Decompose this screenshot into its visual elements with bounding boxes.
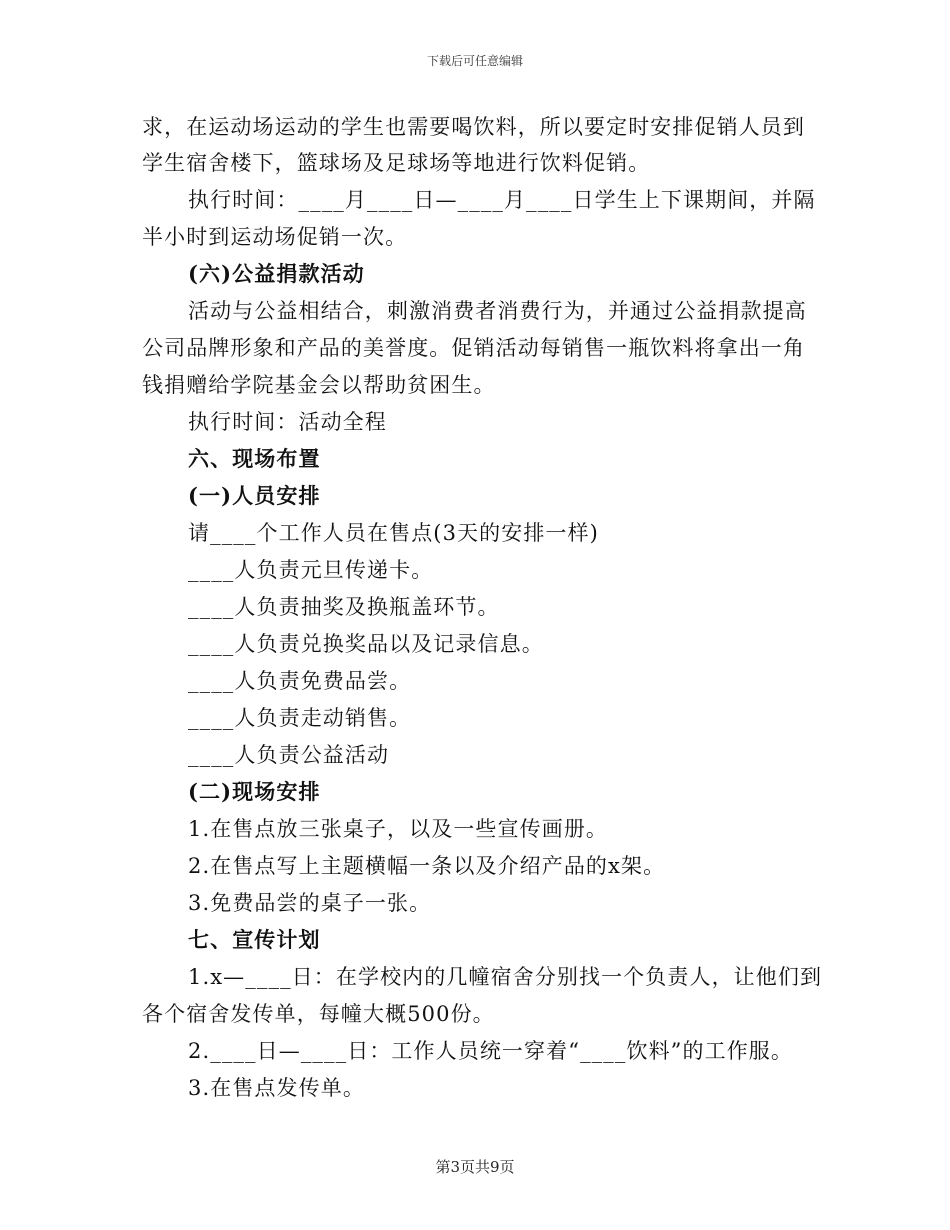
list-item: 3.免费品尝的桌子一张。: [188, 891, 432, 915]
list-item: ____人负责兑换奖品以及记录信息。: [188, 632, 544, 656]
list-item: 1.在售点放三张桌子，以及一些宣传画册。: [188, 817, 609, 841]
list-item: ____人负责元旦传递卡。: [188, 558, 434, 582]
list-item: 3.在售点发传单。: [188, 1076, 365, 1100]
list-item: ____人负责免费品尝。: [188, 669, 412, 693]
paragraph-line: 请____个工作人员在售点(3天的安排一样): [188, 521, 599, 545]
paragraph-line: 半小时到运动场促销一次。: [142, 225, 408, 249]
section-heading: 七、宣传计划: [188, 927, 321, 952]
list-item: 2.____日—____日：工作人员统一穿着“____饮料”的工作服。: [188, 1039, 794, 1063]
page-header: 下载后可任意编辑: [426, 54, 523, 68]
paragraph-line: 学生宿舍楼下，篮球场及足球场等地进行饮料促销。: [142, 151, 651, 175]
paragraph-line: 钱捐赠给学院基金会以帮助贫困生。: [142, 373, 496, 397]
paragraph-line: 活动与公益相结合，刺激消费者消费行为，并通过公益捐款提高: [188, 299, 807, 323]
section-subheading: (六)公益捐款活动: [188, 261, 365, 286]
section-heading: 六、现场布置: [188, 446, 321, 471]
list-item: ____人负责公益活动: [188, 743, 390, 767]
page-footer: 第3页共9页: [435, 1158, 515, 1176]
paragraph-line: 公司品牌形象和产品的美誉度。促销活动每销售一瓶饮料将拿出一角: [142, 336, 805, 360]
paragraph-line: 执行时间：____月____日—____月____日学生上下课期间，并隔: [188, 188, 816, 212]
list-item: ____人负责走动销售。: [188, 706, 412, 730]
section-subheading: (二)现场安排: [188, 779, 321, 804]
paragraph-line: 各个宿舍发传单，每幢大概500份。: [142, 1002, 495, 1026]
list-item: 1.x—____日：在学校内的几幢宿舍分别找一个负责人，让他们到: [188, 965, 823, 989]
list-item: ____人负责抽奖及换瓶盖环节。: [188, 595, 500, 619]
paragraph-line: 求，在运动场运动的学生也需要喝饮料，所以要定时安排促销人员到: [142, 115, 805, 139]
section-subheading: (一)人员安排: [188, 483, 321, 508]
list-item: 2.在售点写上主题横幅一条以及介绍产品的x架。: [188, 854, 666, 878]
paragraph-line: 执行时间：活动全程: [188, 410, 387, 434]
